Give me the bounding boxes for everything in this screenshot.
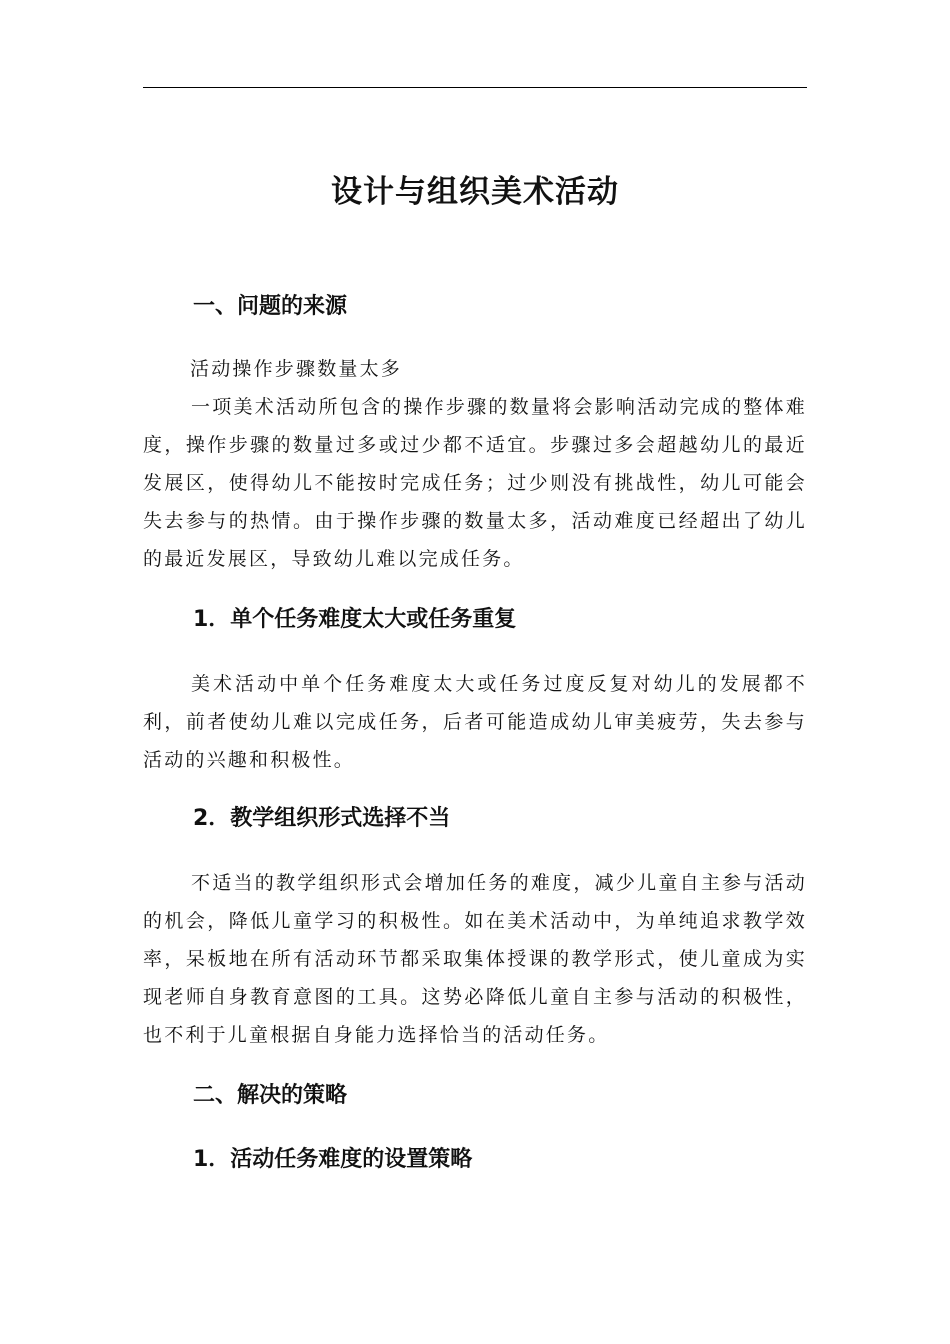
section-heading-problem-source: 一、问题的来源 [193,294,348,319]
subheading-difficulty-strategy: 1．活动任务难度的设置策略 [193,1147,473,1172]
subheading-task-difficulty: 1．单个任务难度太大或任务重复 [193,607,517,632]
intro-paragraph: 一项美术活动所包含的操作步骤的数量将会影响活动完成的整体难度，操作步骤的数量过多或过少都不适宜。步骤过多会超越幼儿的最近发展区，使得幼儿不能按时完成任务；过少则没有挑战性，幼儿可能会失去参与的热情。由于操作步骤的数量太多，活动难度已经超出了幼儿的最近发展区，导致幼儿难以完成任务。 [143,396,807,570]
section-heading-strategies: 二、解决的策略 [193,1083,348,1108]
document-title: 设计与组织美术活动 [331,174,619,210]
paragraph-organization-form: 不适当的教学组织形式会增加任务的难度，减少儿童自主参与活动的机会，降低儿童学习的积极性。如在美术活动中，为单纯追求教学效率，呆板地在所有活动环节都采取集体授课的教学形式，使儿童成为实现老师自身教育意图的工具。这势必降低儿童自主参与活动的积极性，也不利于儿童根据自身能力选择恰当的活动任务。 [143,872,807,1046]
subheading-organization-form: 2．教学组织形式选择不当 [193,806,451,831]
paragraph-task-difficulty: 美术活动中单个任务难度太大或任务过度反复对幼儿的发展都不利，前者使幼儿难以完成任务，后者可能造成幼儿审美疲劳，失去参与活动的兴趣和积极性。 [143,673,807,771]
header-rule [143,87,807,88]
intro-line: 活动操作步骤数量太多 [190,358,403,380]
